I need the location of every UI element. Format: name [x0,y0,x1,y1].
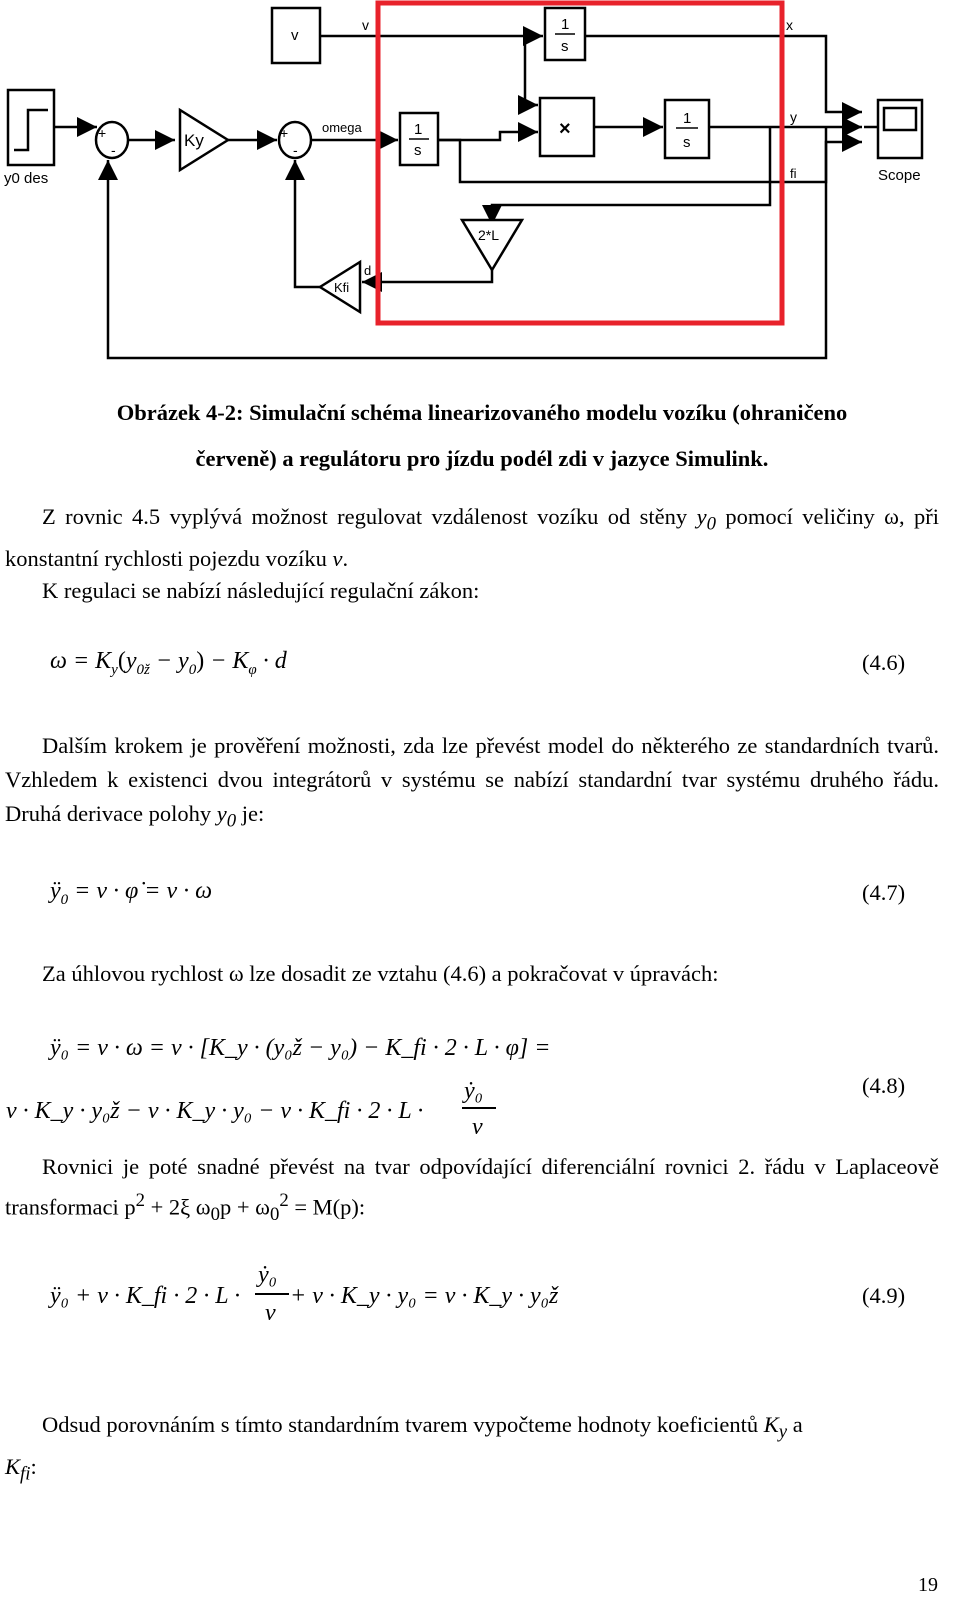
equation-4-7: $ÿ_0 = v$ · φ̇ = v · ω [50,878,213,908]
paragraph-5: Rovnici je poté snadné převést na tvar odpovídající diferenciální rovnici 2. řádu v Laplaceově transformaci $p^2 + 2\xi$ $\omega_0p + \omega_0^2 = M(p)$: [5,1154,939,1225]
equation-number-4-9: (4.9) [862,1283,906,1308]
gain-2l-label: 2*L [478,227,500,243]
sum2-minus: - [293,142,298,158]
signal-y-label: y [790,109,797,125]
sum1-minus: - [111,142,116,158]
equation-number-4-8: (4.8) [862,1073,906,1098]
signal-fi-label: fi [790,166,797,181]
equation-4-9-left: ÿ₀ + v · K_fi · 2 · L · [50,1283,241,1309]
equation-4-6: $\omega = K_y(y_{0ž} - y_0) - K_\varphi \cdot d$ [50,648,287,678]
omega-label: omega [322,120,362,135]
figure-caption [42,390,922,482]
equation-4-8-fraction-den: v [472,1114,483,1140]
equation-number-4-6: (4.6) [862,650,906,675]
caption-line-1: Obrázek 4-2: Simulační schéma linearizovaného modelu vozíku (ohraničeno [116,400,848,425]
int3-den: s [683,134,691,151]
equation-4-8-fraction-bar [462,1107,496,1109]
equation-number-4-7: (4.7) [862,880,906,905]
kfi-label: Kfi [334,280,350,295]
sum2-plus: + [280,125,289,141]
d-label: d [364,263,372,278]
int3-num: 1 [683,110,692,127]
paragraph-4: Za úhlovou rychlost ω lze dosadit ze vztahu (4.6) a pokračovat v úpravách: [42,961,719,986]
int1-num: 1 [414,121,423,138]
paragraph-6: Odsud porovnáním s tímto standardním tvarem vypočteme hodnoty koeficientů $K_y$ a $K_{fi}$: [5,1412,803,1484]
equation-4-9-fraction-den: v [265,1300,276,1326]
signal-v-label: v [362,17,369,33]
equation-4-9-fraction-num: ẏ₀ [258,1262,277,1288]
int1-den: s [414,142,422,159]
int2-den: s [561,38,569,55]
equation-4-9-right: + v · K_y · y₀ = v · K_y · y₀ž [290,1283,559,1309]
step-label: y0 des [4,170,49,187]
v-const-label: v [291,27,299,44]
equation-4-9-fraction-bar [255,1293,289,1295]
simulink-diagram [0,0,960,370]
int2-num: 1 [561,16,570,33]
scope-label: Scope [878,167,921,184]
signal-x-label: x [786,17,793,33]
paragraph-1: Z rovnic 4.5 vyplývá možnost regulovat vzdálenost vozíku od stěny $y_0$ pomocí veličiny ω, při konstantní rychlosti pojezdu vozíku v. [5,504,939,571]
page-number: 19 [918,1574,938,1596]
ky-label: Ky [184,131,204,150]
sum1-plus: + [98,125,107,141]
equation-4-8-fraction-num: ẏ₀ [464,1078,483,1104]
product-label: × [559,118,571,140]
paragraph-2: K regulaci se nabízí následující regulační zákon: [42,578,480,603]
equation-4-8-line-1: ÿ₀ = v · ω = v · [K_y · (y₀ž − y₀) − K_fi · 2 · L · φ] = [50,1035,551,1061]
equation-4-8-line-2: v · K_y · y₀ž − v · K_y · y₀ − v · K_fi · 2 · L · [6,1098,424,1124]
step-block [8,90,54,165]
caption-line-2: červeně) a regulátoru pro jízdu podél zdi v jazyce Simulink. [195,446,769,471]
paragraph-3: Dalším krokem je prověření možnosti, zda lze převést model do některého ze standardních tvarů. Vzhledem k existenci dvou integrátorů v systému se nabízí standardní tvar systému druhého řádu. Druhá derivace polohy $y_0$ je: [5,733,939,832]
